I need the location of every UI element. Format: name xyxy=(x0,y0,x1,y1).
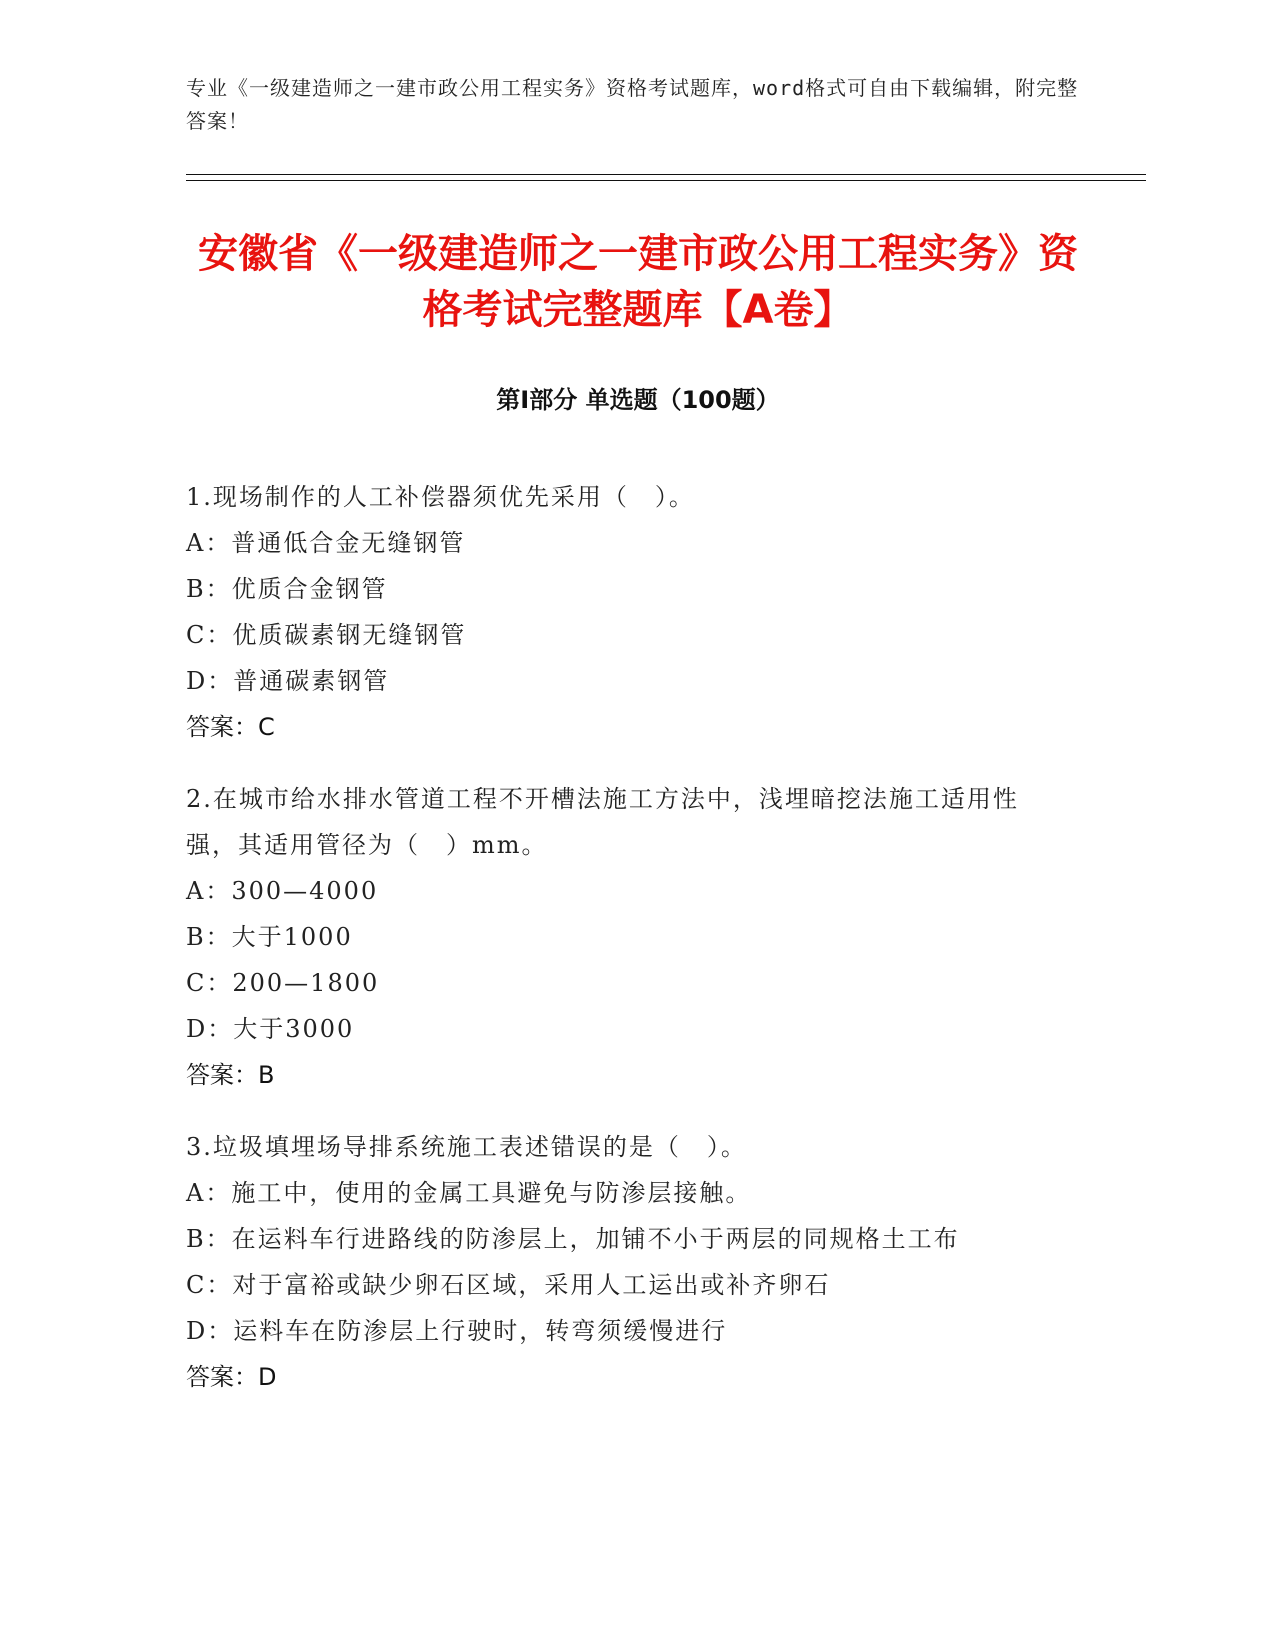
answer: 答案：B xyxy=(186,1061,275,1089)
option-b: B：优质合金钢管 xyxy=(186,575,388,603)
option-c: C：优质碳素钢无缝钢管 xyxy=(186,621,467,649)
option-a: A：施工中，使用的金属工具避免与防渗层接触。 xyxy=(186,1179,752,1207)
header-divider-bottom xyxy=(186,180,1146,181)
option-c: C：200—1800 xyxy=(186,969,380,997)
option-a: A：300—4000 xyxy=(186,877,379,905)
option-d: D：运料车在防渗层上行驶时，转弯须缓慢进行 xyxy=(186,1317,728,1345)
option-d: D：大于3000 xyxy=(186,1015,355,1043)
header-divider-top xyxy=(186,174,1146,175)
option-b: B：在运料车行进路线的防渗层上，加铺不小于两层的同规格土工布 xyxy=(186,1225,960,1253)
option-a: A：普通低合金无缝钢管 xyxy=(186,529,466,557)
option-d: D：普通碳素钢管 xyxy=(186,667,390,695)
question-stem: 3.垃圾填埋场导排系统施工表述错误的是（ ）。 xyxy=(186,1133,747,1161)
question-3 xyxy=(186,1124,1066,1400)
question-1 xyxy=(186,474,1066,750)
option-b: B：大于1000 xyxy=(186,923,353,951)
question-stem: 2.在城市给水排水管道工程不开槽法施工方法中，浅埋暗挖法施工适用性强，其适用管径为（ ）mm。 xyxy=(186,785,1019,859)
answer: 答案：C xyxy=(186,713,275,741)
header-note: 专业《一级建造师之一建市政公用工程实务》资格考试题库，word格式可自由下载编辑，附完整答案！ xyxy=(186,76,1079,133)
question-stem: 1.现场制作的人工补偿器须优先采用（ ）。 xyxy=(186,483,695,511)
document-title: 安徽省《一级建造师之一建市政公用工程实务》资格考试完整题库【A卷】 xyxy=(198,231,1078,333)
section-title: 第Ⅰ部分 单选题（100题） xyxy=(496,386,780,414)
question-2 xyxy=(186,776,1066,1098)
option-c: C：对于富裕或缺少卵石区域，采用人工运出或补齐卵石 xyxy=(186,1271,831,1299)
answer: 答案：D xyxy=(186,1363,277,1391)
